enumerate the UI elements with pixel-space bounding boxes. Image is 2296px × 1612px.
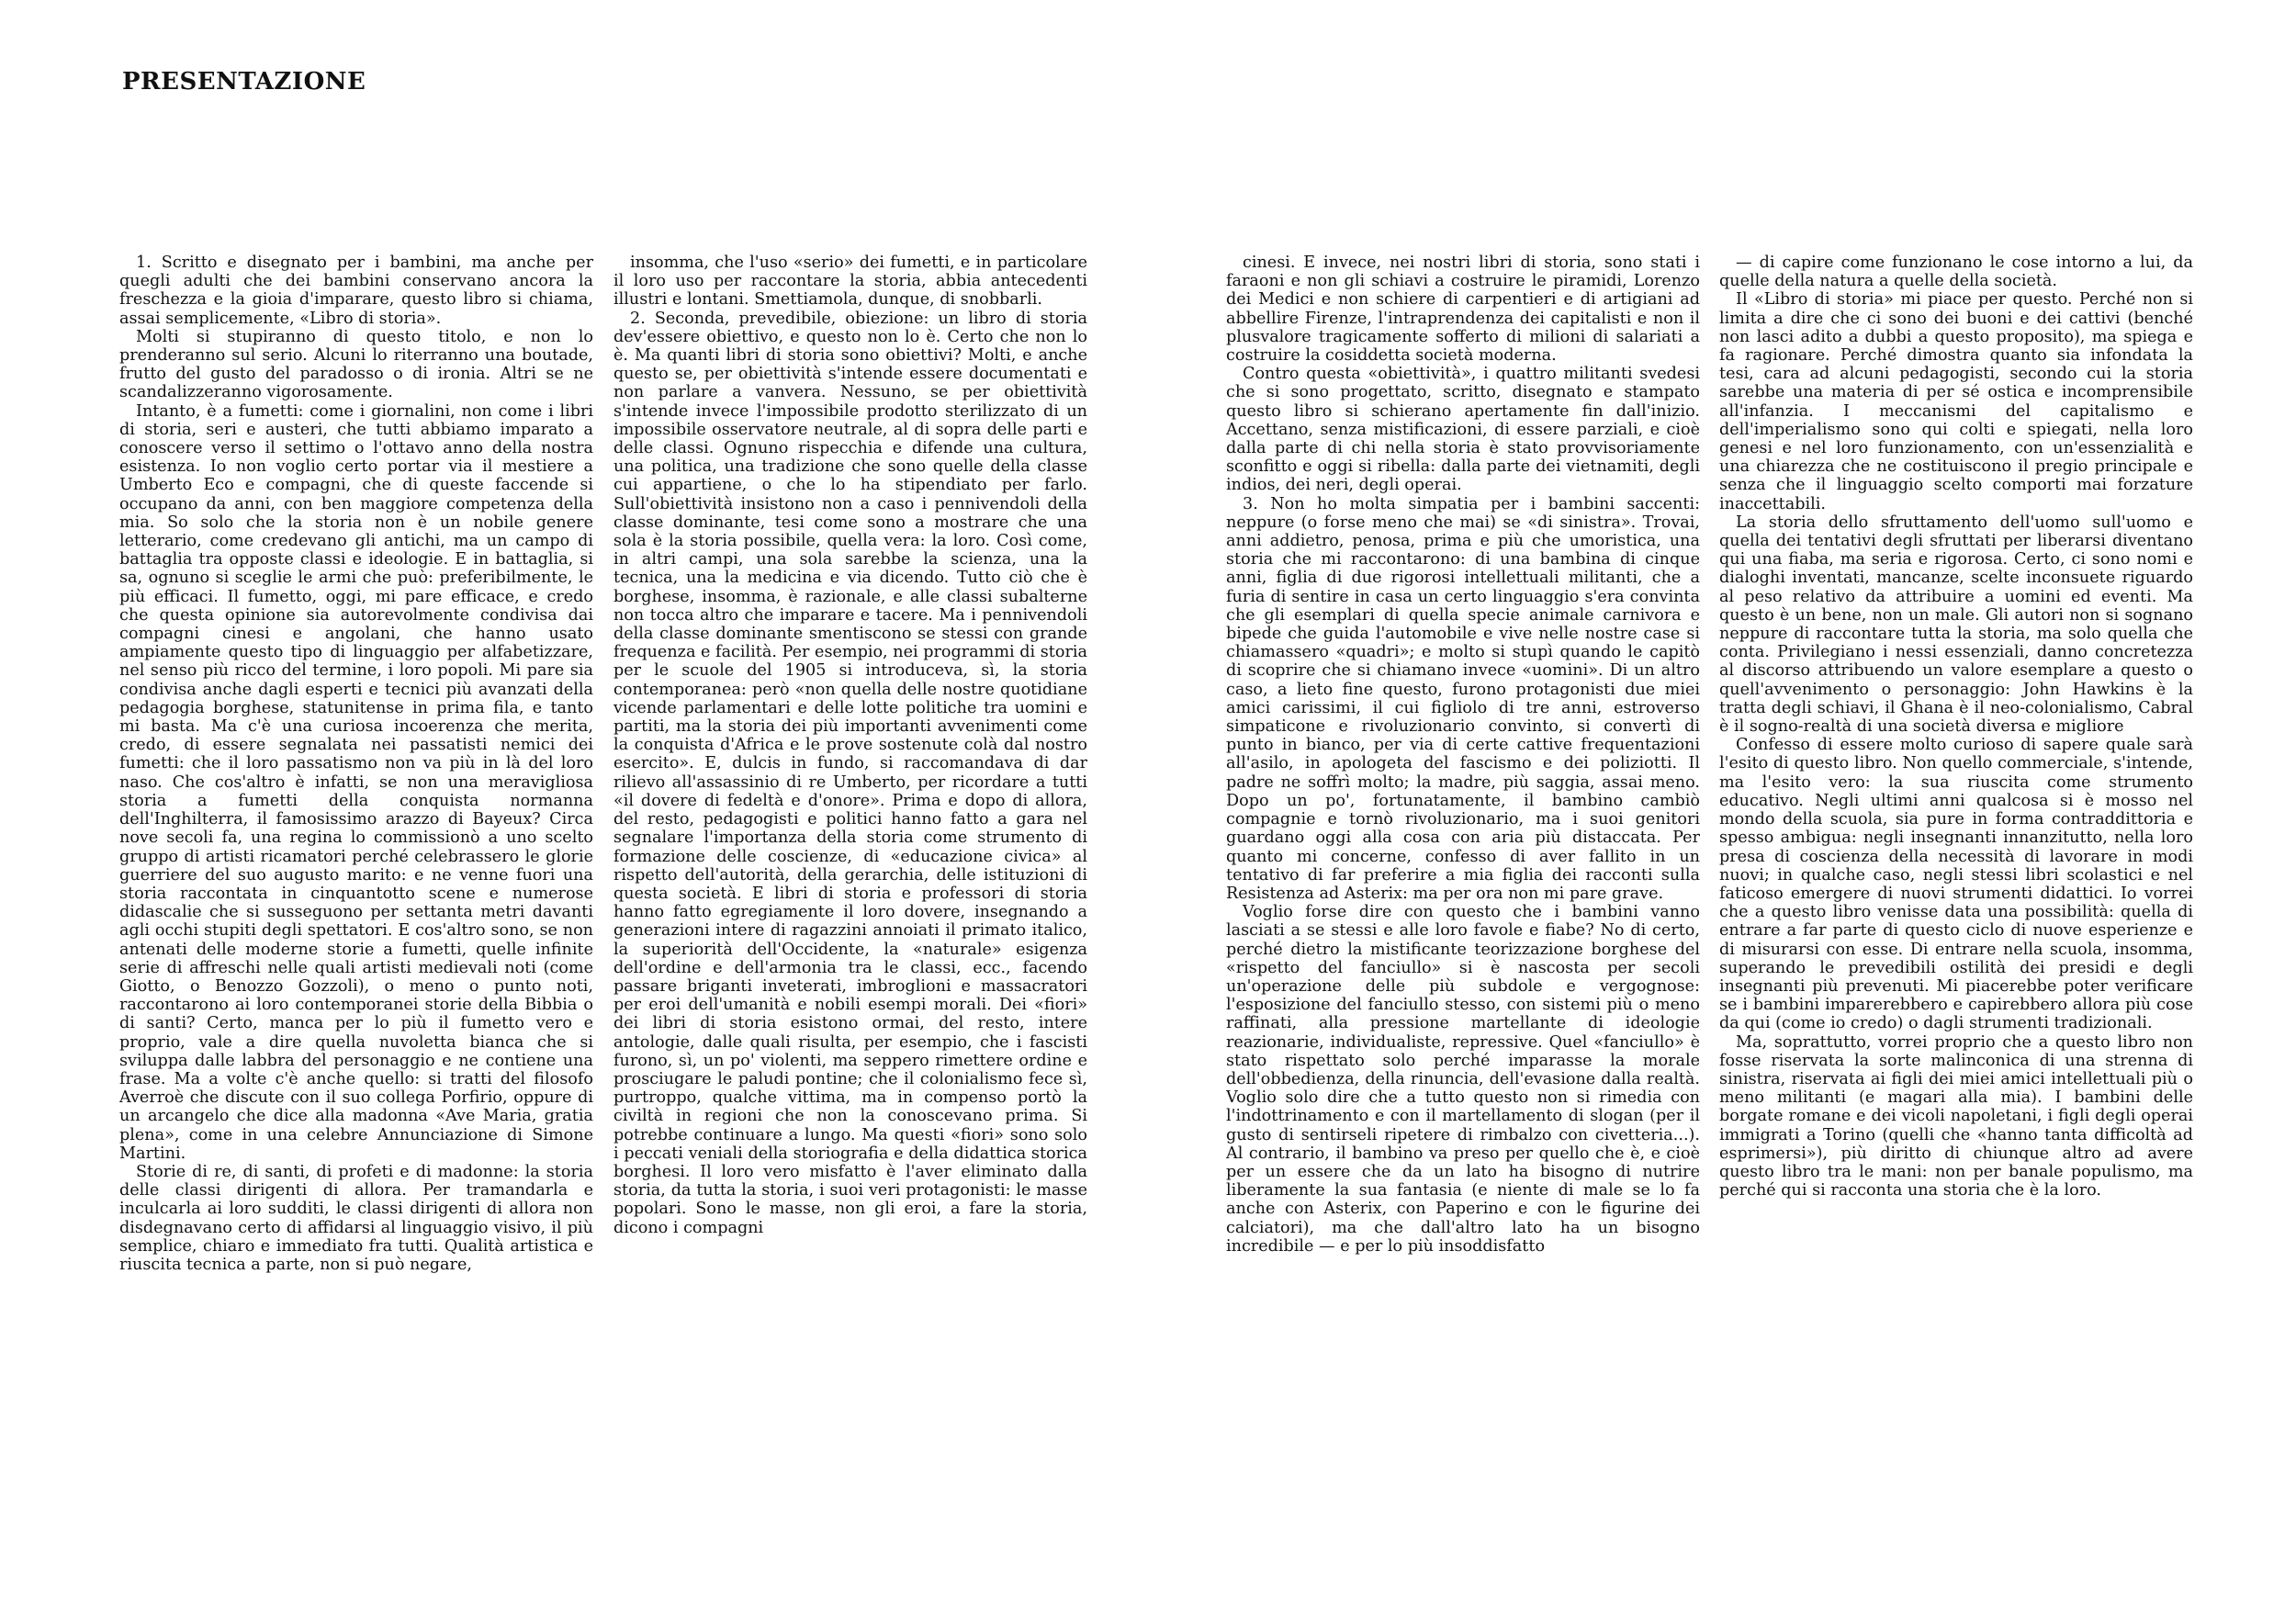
paragraph: Ma, soprattutto, vorrei proprio che a questo libro non fosse riservata la sorte malinconica di una strenna di sinistra, riservata ai figli dei miei amici intellettuali più o meno militanti (e magari alla mia). I bambini delle borgate romane e dei vicoli napoletani, i figli degli operai immigrati a Torino (quelli che «hanno tanta difficoltà ad esprimersi»), più diritto di chiunque altro ad avere questo libro tra le mani: non per banale populismo, ma perché qui si racconta una storia che è la loro. (1719, 1032, 2193, 1201)
paragraph: insomma, che l'uso «serio» dei fumetti, e in particolare il loro uso per raccontare la storia, abbia antecedenti illustri e lontani. Smettiamola, dunque, di snobbarli. (613, 254, 1087, 310)
paragraph: 3. Non ho molta simpatia per i bambini saccenti: neppure (o forse meno che mai) se «di sinistra». Trovai, anni addietro, penosa, prima e più che umoristica, una storia che mi raccontarono: di una bambina di cinque anni, figlia di due rigorosi intellettuali militanti, che a furia di sentire in casa un certo linguaggio s'era convinta che gli esemplari di quella specie animale carnivora e bipede che guida l'automobile e vive nelle nostre case si chiamassero «quadri»; e molto si stupì quando le capitò di scoprire che si chiamano invece «uomini». Di un altro caso, a lieto fine questo, furono protagonisti due miei amici carissimi, il cui figliolo di tre anni, estroverso simpaticone e rivoluzionario convinto, si convertì di punto in bianco, per via di certe cattive frequentazioni all'asilo, in apologeta del fascismo e dei poliziotti. Il padre ne soffrì molto; la madre, più saggia, assai meno. Dopo un po', fortunatamente, il bambino cambiò compagnie e tornò rivoluzionario, ma i suoi genitori guardano oggi alla cosa con aria più distaccata. Per quanto mi concerne, confesso di aver fallito in un tentativo di far preferire a mia figlia dei racconti sulla Resistenza ad Asterix: ma per ora non mi pare grave. (1226, 494, 1700, 903)
paragraph: Contro questa «obiettività», i quattro militanti svedesi che si sono progettato, scritto, disegnato e stampato questo libro si schierano apertamente fin dall'inizio. Accettano, senza mistificazioni, di essere parziali, e cioè dalla parte di chi nella storia è stato provvisoriamente sconfitto e oggi si ribella: dalla parte dei vietnamiti, degli indios, dei neri, degli operai. (1226, 365, 1700, 495)
paragraph: 1. Scritto e disegnato per i bambini, ma anche per quegli adulti che dei bambini conservano ancora la freschezza e la gioia d'imparare, questo libro si chiama, assai semplicemente, «Libro di storia». (119, 254, 593, 328)
paragraph: cinesi. E invece, nei nostri libri di storia, sono stati i faraoni e non gli schiavi a costruire le piramidi, Lorenzo dei Medici e non schiere di carpentieri e di artigiani ad abbellire Firenze, l'intraprendenza dei capitalisti e non il plusvalore tragicamente sofferto di milioni di salariati a costruire la cosiddetta società moderna. (1226, 254, 1700, 366)
text-column-4 (1719, 254, 2193, 1503)
paragraph: — di capire come funzionano le cose intorno a lui, da quelle della natura a quelle della società. (1719, 254, 2193, 291)
paragraph: Il «Libro di storia» mi piace per questo. Perché non si limita a dire che ci sono dei buoni e dei cattivi (benché non lasci adito a dubbi a questo proposito), ma spiega e fa ragionare. Perché dimostra quanto sia infondata la tesi, cara ad alcuni pedagogisti, secondo cui la storia sarebbe una materia di per sé ostica e incomprensibile all'infanzia. I meccanismi del capitalismo e dell'imperialismo sono qui colti e spiegati, nella loro genesi e nel loro funzionamento, con un'essenzialità e una chiarezza che ne costituiscono il pregio principale e senza che il linguaggio scelto comporti mai forzature inaccettabili. (1719, 290, 2193, 513)
paragraph: Storie di re, di santi, di profeti e di madonne: la storia delle classi dirigenti di allora. Per tramandarla e inculcarla ai loro sudditi, le classi dirigenti di allora non disdegnavano certo di affidarsi al linguaggio visivo, il più semplice, chiaro e immediato fra tutti. Qualità artistica e riuscita tecnica a parte, non si può negare, (119, 1162, 593, 1274)
text-column-2 (613, 254, 1087, 1503)
paragraph: 2. Seconda, prevedibile, obiezione: un libro di storia dev'essere obiettivo, e questo non lo è. Certo che non lo è. Ma quanti libri di storia sono obiettivi? Molti, e anche questo se, per obiettività s'intende essere documentati e non parlare a vanvera. Nessuno, se per obiettività s'intende invece l'impossibile prodotto sterilizzato di un impossibile osservatore neutrale, al di sopra delle parti e delle classi. Ognuno rispecchia e difende una cultura, una politica, una tradizione che sono quelle della classe cui appartiene, o che lo ha stipendiato per farlo. Sull'obiettività insistono non a caso i pennivendoli della classe dominante, tesi come sono a mostrare che una sola è la storia possibile, quella vera: la loro. Così come, in altri campi, una sola sarebbe la scienza, una la tecnica, una la medicina e via dicendo. Tutto ciò che è borghese, insomma, è razionale, e alle classi subalterne non tocca altro che imparare e tacere. Ma i pennivendoli della classe dominante smentiscono se stessi con grande frequenza e facilità. Per esempio, nei programmi di storia per le scuole del 1905 si introduceva, sì, la storia contemporanea: però «non quella delle nostre quotidiane vicende parlamentari e delle lotte politiche tra uomini e partiti, ma la storia dei più importanti avvenimenti come la conquista d'Africa e le prove sostenute colà dal nostro esercito». E, dulcis in fundo, si raccomandava di dar rilievo all'assassinio di re Umberto, per ricordare a tutti «il dovere di fedeltà e d'onore». Prima e dopo di allora, del resto, pedagogisti e politici hanno fatto a gara nel segnalare l'importanza della storia come strumento di formazione delle coscienze, di «educazione civica» al rispetto dell'autorità, della gerarchia, delle istituzioni di questa società. E libri di storia e professori di storia hanno fatto egregiamente il loro dovere, insegnando a generazioni intere di ragazzini annoiati il primato italico, la superiorità dell'Occidente, la «naturale» esigenza dell'ordine e dell'armonia tra le classi, ecc., facendo passare briganti inveterati, imbroglioni e massacratori per eroi dell'umanità e nobili esempi morali. Dei «fiori» dei libri di storia esistono ormai, del resto, intere antologie, dalle quali risulta, per esempio, che i fascisti furono, sì, un po' violenti, ma seppero rimettere ordine e prosciugare le paludi pontine; che il colonialismo fece sì, purtroppo, qualche vittima, ma in compenso portò la civiltà in regioni che non la conoscevano prima. Si potrebbe continuare a lungo. Ma questi «fiori» sono solo i peccati veniali della storiografia e della didattica storica borghesi. Il loro vero misfatto è l'aver eliminato dalla storia, da tutta la storia, i suoi veri protagonisti: le masse popolari. Sono le masse, non gli eroi, a fare la storia, dicono i compagni (613, 309, 1087, 1237)
paragraph: La storia dello sfruttamento dell'uomo sull'uomo e quella dei tentativi degli sfruttati per liberarsi diventano qui una fiaba, ma seria e rigorosa. Certo, ci sono nomi e dialoghi inventati, mancanze, scelte inconsuete riguardo al peso relativo da attribuire a uomini ed eventi. Ma questo è un bene, non un male. Gli autori non si sognano neppure di raccontare tutta la storia, ma solo quella che conta. Privilegiano i nessi essenziali, danno concretezza al discorso attribuendo un valore esemplare a questo o quell'avvenimento o personaggio: John Hawkins è la tratta degli schiavi, il Ghana è il neo-colonialismo, Cabral è il sogno-realtà di una società diversa e migliore (1719, 513, 2193, 737)
page-heading: PRESENTAZIONE (122, 68, 366, 96)
text-column-1 (119, 254, 593, 1503)
paragraph: Voglio forse dire con questo che i bambini vanno lasciati a se stessi e alle loro favole e fiabe? No di certo, perché dietro la mistificante teorizzazione borghese del «rispetto del fanciullo» si è nascosta per secoli un'operazione delle più subdole e vergognose: l'esposizione del fanciullo stesso, con sistemi più o meno raffinati, alla pressione martellante di ideologie reazionarie, individualiste, repressive. Quel «fanciullo» è stato rispettato solo perché imparasse la morale dell'obbedienza, della rinuncia, dell'evasione dalla realtà. Voglio solo dire che a tutto questo non si rimedia con l'indottrinamento e con il martellamento di slogan (per il gusto di sentirseli ripetere di rimbalzo con civetteria...). Al contrario, il bambino va preso per quello che è, e cioè per un essere che da un lato ha bisogno di nutrire liberamente la sua fantasia (e niente di male se lo fa anche con Asterix, con Paperino e con le figurine dei calciatori), ma che dall'altro lato ha un bisogno incredibile — e per lo più insoddisfatto (1226, 903, 1700, 1256)
paragraph: Confesso di essere molto curioso di sapere quale sarà l'esito di questo libro. Non quello commerciale, s'intende, ma l'esito vero: la sua riuscita come strumento educativo. Negli ultimi anni qualcosa si è mosso nel mondo della scuola, sia pure in forma contraddittoria e spesso ambigua: negli insegnanti innanzitutto, nella loro presa di coscienza della necessità di lavorare in modi nuovi; in qualche caso, negli stessi libri scolastici e nel faticoso emergere di nuovi strumenti didattici. Io vorrei che a questo libro venisse data una possibilità: quella di entrare a far parte di questo ciclo di nuove esperienze e di misurarsi con esse. Di entrare nella scuola, insomma, superando le prevedibili ostilità dei presidi e degli insegnanti più prevenuti. Mi piacerebbe poter verificare se i bambini imparerebbero e capirebbero allora più cose da qui (come io credo) o dagli strumenti tradizionali. (1719, 736, 2193, 1033)
paragraph: Intanto, è a fumetti: come i giornalini, non come i libri di storia, seri e austeri, che tutti abbiamo imparato a conoscere verso il settimo o l'ottavo anno della nostra esistenza. Io non voglio certo portar via il mestiere a Umberto Eco e compagni, che di queste faccende si occupano da anni, con ben maggiore competenza della mia. So solo che la storia non è un nobile genere letterario, come credevano gli antichi, ma un campo di battaglia tra opposte classi e ideologie. E in battaglia, si sa, ognuno si sceglie le armi che può: preferibilmente, le più efficaci. Il fumetto, oggi, mi pare efficace, e credo che questa opinione sia autorevolmente condivisa dai compagni cinesi e angolani, che hanno usato ampiamente questo tipo di linguaggio per alfabetizzare, nel senso più ricco del termine, i loro popoli. Mi pare sia condivisa anche dagli esperti e tecnici più avanzati della pedagogia borghese, statunitense in prima fila, e tanto mi basta. Ma c'è una curiosa incoerenza che merita, credo, di essere segnalata nei passatisti nemici dei fumetti: che il loro passatismo non va più in là del loro naso. Che cos'altro è infatti, se non una meravigliosa storia a fumetti della conquista normanna dell'Inghilterra, il famosissimo arazzo di Bayeux? Circa nove secoli fa, una regina lo commissionò a uno scelto gruppo di artisti ricamatori perché celebrassero le glorie guerriere del suo augusto marito: e ne venne fuori una storia raccontata in cinquantotto scene e numerose didascalie che si susseguono per settanta metri davanti agli occhi stupiti degli spettatori. E cos'altro sono, se non antenati delle moderne storie a fumetti, quelle infinite serie di affreschi nelle quali artisti medievali noti (come Giotto, o Benozzo Gozzoli), o meno o punto noti, raccontarono ai loro contemporanei storie della Bibbia o di santi? Certo, manca per lo più il fumetto vero e proprio, vale a dire quella nuvoletta bianca che si sviluppa dalle labbra del personaggio e ne contiene una frase. Ma a volte c'è anche quello: si tratti del filosofo Averroè che discute con il suo collega Porfirio, oppure di un arcangelo che dice alla madonna «Ave Maria, gratia plena», come in una celebre Annunciazione di Simone Martini. (119, 401, 593, 1163)
paragraph: Molti si stupiranno di questo titolo, e non lo prenderanno sul serio. Alcuni lo riterranno una boutade, frutto del gusto del paradosso o di ironia. Altri se ne scandalizzeranno vigorosamente. (119, 327, 593, 402)
text-column-3 (1226, 254, 1700, 1503)
